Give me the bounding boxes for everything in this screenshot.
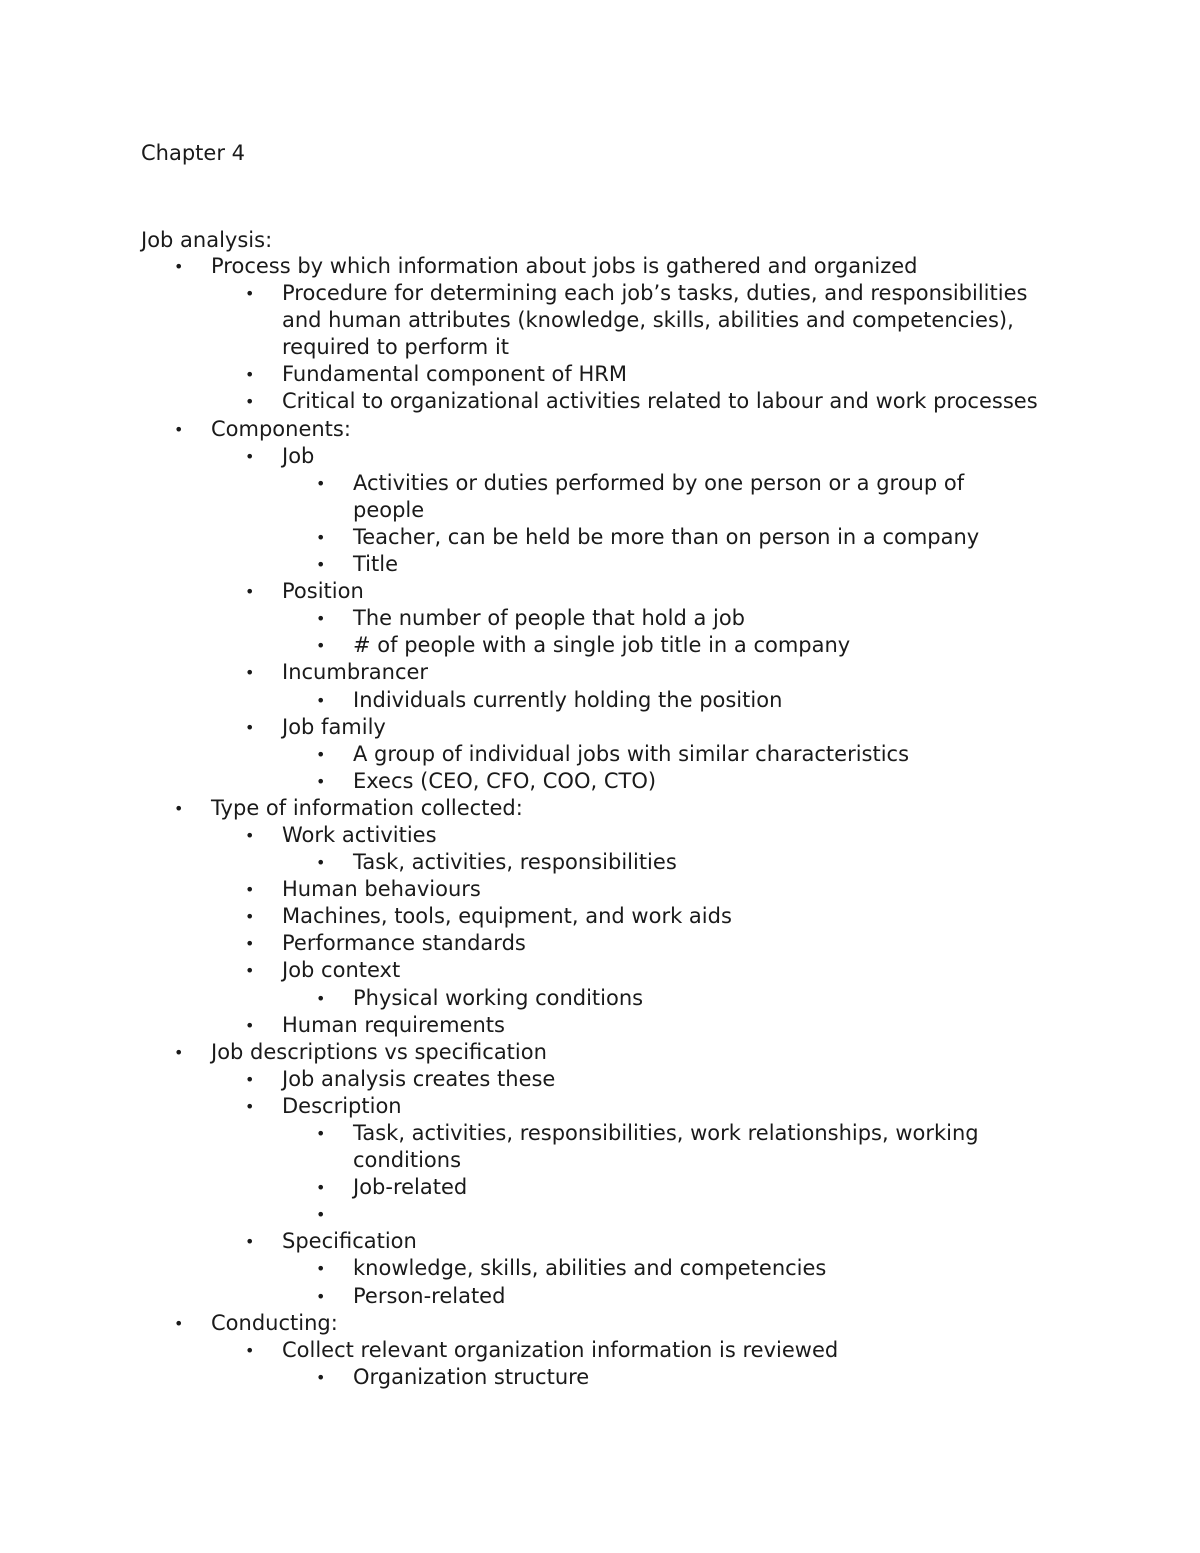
list-item-text: Description	[282, 1093, 402, 1118]
bullet-icon: •	[245, 284, 255, 304]
list-item	[0, 1201, 1200, 1228]
bullet-icon: •	[316, 555, 326, 575]
list-item	[0, 822, 1200, 849]
list-item-text: Task, activities, responsibilities	[353, 850, 677, 875]
list-item	[0, 903, 1200, 930]
list-item-text: Type of information collected:	[211, 795, 523, 820]
list-item-text: Job-related	[353, 1175, 468, 1200]
list-item-text: Work activities	[282, 822, 437, 847]
list-item	[0, 1337, 1200, 1364]
list-item	[0, 1255, 1200, 1282]
bullet-icon: •	[245, 717, 255, 737]
bullet-icon: •	[316, 853, 326, 873]
list-item-text: Components:	[211, 416, 351, 441]
list-item	[0, 1283, 1200, 1310]
bullet-icon: •	[245, 446, 255, 466]
bullet-icon: •	[316, 744, 326, 764]
bullet-icon: •	[245, 880, 255, 900]
bullet-icon: •	[316, 1205, 326, 1225]
list-item	[0, 1228, 1200, 1255]
list-item-text: Specification	[282, 1229, 417, 1254]
list-item	[0, 1310, 1200, 1337]
bullet-icon: •	[316, 1178, 326, 1198]
list-item	[0, 1012, 1200, 1039]
bullet-icon: •	[245, 1015, 255, 1035]
bullet-icon: •	[316, 609, 326, 629]
list-item-text: Physical working conditions	[353, 985, 644, 1010]
list-item-text: The number of people that hold a job	[353, 606, 746, 631]
list-item	[0, 876, 1200, 903]
bullet-icon: •	[245, 934, 255, 954]
bullet-icon: •	[245, 907, 255, 927]
list-item-text	[353, 1201, 1013, 1228]
bullet-icon: •	[174, 1042, 184, 1062]
list-item-text: Title	[353, 552, 399, 577]
bullet-icon: •	[316, 988, 326, 1008]
bullet-icon: •	[174, 257, 184, 276]
list-item-text: Position	[282, 579, 364, 604]
bullet-icon: •	[245, 1096, 255, 1116]
list-item-text: Person-related	[353, 1283, 506, 1308]
list-item	[0, 253, 1200, 280]
list-item-text: Individuals currently holding the position	[353, 687, 783, 712]
list-item-text: # of people with a single job title in a company	[353, 633, 851, 658]
bullet-icon: •	[316, 690, 326, 710]
list-item	[0, 687, 1200, 714]
list-item-text: Execs (CEO, CFO, COO, CTO)	[353, 768, 657, 793]
list-item-text: Human behaviours	[282, 877, 481, 902]
list-item	[0, 795, 1200, 822]
list-item	[0, 1039, 1200, 1066]
list-item	[0, 524, 1200, 551]
bullet-outline	[0, 253, 1200, 1391]
list-item	[0, 551, 1200, 578]
list-item-text: Job context	[282, 958, 401, 983]
list-item	[0, 957, 1200, 984]
list-item	[0, 1093, 1200, 1120]
list-item	[0, 1066, 1200, 1093]
list-item	[0, 741, 1200, 768]
list-item	[0, 930, 1200, 957]
list-item	[0, 849, 1200, 876]
list-item-text: A group of individual jobs with similar characteristics	[353, 741, 910, 766]
bullet-icon: •	[174, 419, 184, 439]
list-item-text: Collect relevant organization information is reviewed	[282, 1337, 839, 1362]
list-item	[0, 280, 1200, 361]
list-item-text: Fundamental component of HRM	[282, 362, 627, 387]
list-item	[0, 659, 1200, 686]
list-item-text: Process by which information about jobs is gathered and organized	[211, 254, 918, 278]
list-item-text: Job descriptions vs specification	[211, 1039, 547, 1064]
list-item-text: knowledge, skills, abilities and competencies	[353, 1256, 827, 1281]
bullet-icon: •	[245, 1232, 255, 1252]
bullet-icon: •	[245, 1340, 255, 1360]
list-item-text: Human requirements	[282, 1012, 505, 1037]
list-item	[0, 605, 1200, 632]
list-item-text: Machines, tools, equipment, and work aids	[282, 904, 732, 929]
list-item-text: Task, activities, responsibilities, work relationships, working conditions	[353, 1121, 979, 1173]
list-item-text: Procedure for determining each job’s tasks, duties, and responsibilities and human attributes (knowledge, skills, abilities and competencies), required to perform it	[282, 281, 1028, 360]
bullet-icon: •	[316, 1286, 326, 1306]
bullet-icon: •	[174, 1313, 184, 1333]
list-item	[0, 985, 1200, 1012]
bullet-icon: •	[316, 1124, 326, 1143]
list-item	[0, 416, 1200, 443]
list-item	[0, 714, 1200, 741]
bullet-icon: •	[316, 636, 326, 656]
bullet-icon: •	[316, 527, 326, 547]
list-item	[0, 443, 1200, 470]
bullet-icon: •	[245, 663, 255, 683]
bullet-icon: •	[245, 392, 255, 412]
list-item	[0, 768, 1200, 795]
list-item-text: Teacher, can be held be more than on person in a company	[353, 524, 980, 549]
list-item-text: Incumbrancer	[282, 660, 429, 685]
list-item-text: Job family	[282, 714, 386, 739]
list-item	[0, 470, 1200, 524]
document-title: Chapter 4	[141, 141, 245, 165]
bullet-icon: •	[316, 1367, 326, 1387]
list-item-text: Conducting:	[211, 1310, 338, 1335]
list-item	[0, 1364, 1200, 1391]
bullet-icon: •	[245, 365, 255, 385]
bullet-icon: •	[245, 961, 255, 981]
section-heading: Job analysis:	[141, 228, 273, 252]
bullet-icon: •	[316, 473, 326, 493]
list-item-text: Job analysis creates these	[282, 1066, 556, 1091]
bullet-icon: •	[316, 771, 326, 791]
list-item	[0, 632, 1200, 659]
bullet-icon: •	[245, 582, 255, 602]
list-item-text: Job	[282, 443, 315, 468]
list-item	[0, 578, 1200, 605]
bullet-icon: •	[245, 825, 255, 845]
bullet-icon: •	[245, 1069, 255, 1089]
bullet-icon: •	[174, 798, 184, 818]
list-item	[0, 1174, 1200, 1201]
list-item-text: Performance standards	[282, 931, 526, 956]
list-item	[0, 388, 1200, 415]
list-item-text: Activities or duties performed by one person or a group of people	[353, 470, 965, 522]
list-item	[0, 1120, 1200, 1174]
bullet-icon: •	[316, 1259, 326, 1279]
list-item-text: Organization structure	[353, 1364, 590, 1389]
list-item	[0, 361, 1200, 388]
list-item-text: Critical to organizational activities related to labour and work processes	[282, 389, 1038, 414]
